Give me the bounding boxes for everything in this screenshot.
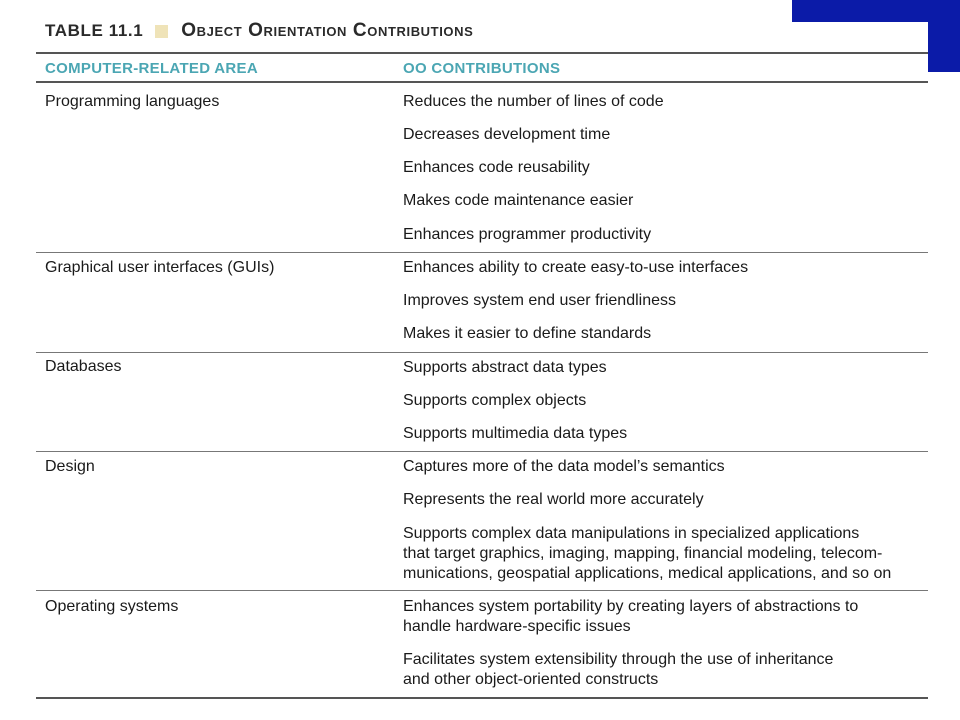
- contribution-item: munications, geospatial applications, medical applications, and so on: [403, 565, 892, 582]
- row-divider: [36, 590, 928, 591]
- corner-tab: [928, 22, 960, 72]
- table-label: TABLE 11.1: [45, 21, 144, 40]
- row-area-databases: Databases: [45, 358, 122, 375]
- contribution-item: Makes code maintenance easier: [403, 192, 634, 209]
- contribution-item: Reduces the number of lines of code: [403, 93, 664, 110]
- row-area-guis: Graphical user interfaces (GUIs): [45, 259, 275, 276]
- row-divider: [36, 252, 928, 253]
- contribution-item: Improves system end user friendliness: [403, 292, 676, 309]
- table-name: Object Orientation Contributions: [181, 20, 474, 41]
- table-title: [45, 20, 473, 42]
- contribution-item: Enhances programmer productivity: [403, 226, 652, 243]
- contribution-item: Supports abstract data types: [403, 359, 607, 376]
- row-area-programming: Programming languages: [45, 93, 220, 110]
- contribution-item: that target graphics, imaging, mapping, financial modeling, telecom-: [403, 545, 883, 562]
- contribution-item: Captures more of the data model’s semantics: [403, 458, 725, 475]
- contribution-item: Enhances ability to create easy-to-use interfaces: [403, 259, 749, 276]
- row-divider: [36, 352, 928, 353]
- contribution-item: Enhances code reusability: [403, 159, 590, 176]
- contribution-item: Supports complex data manipulations in specialized applications: [403, 525, 860, 542]
- contribution-item: Facilitates system extensibility through the use of inheritance: [403, 651, 834, 668]
- corner-decoration: [792, 0, 960, 72]
- bottom-rule: [36, 697, 928, 699]
- contribution-item: handle hardware-specific issues: [403, 618, 631, 635]
- column-header-contributions: OO CONTRIBUTIONS: [403, 60, 561, 77]
- top-rule: [36, 52, 928, 54]
- contribution-item: Makes it easier to define standards: [403, 325, 652, 342]
- row-divider: [36, 451, 928, 452]
- contribution-item: Represents the real world more accurately: [403, 491, 704, 508]
- corner-bar: [792, 0, 960, 22]
- column-header-area: COMPUTER-RELATED AREA: [45, 60, 258, 77]
- contribution-item: Supports multimedia data types: [403, 425, 628, 442]
- contribution-item: Supports complex objects: [403, 392, 587, 409]
- contribution-item: and other object-oriented constructs: [403, 671, 659, 688]
- row-area-operating-systems: Operating systems: [45, 598, 179, 615]
- title-square-icon: [155, 25, 168, 38]
- header-rule: [36, 81, 928, 83]
- contribution-item: Enhances system portability by creating layers of abstractions to: [403, 598, 859, 615]
- row-area-design: Design: [45, 458, 95, 475]
- contribution-item: Decreases development time: [403, 126, 611, 143]
